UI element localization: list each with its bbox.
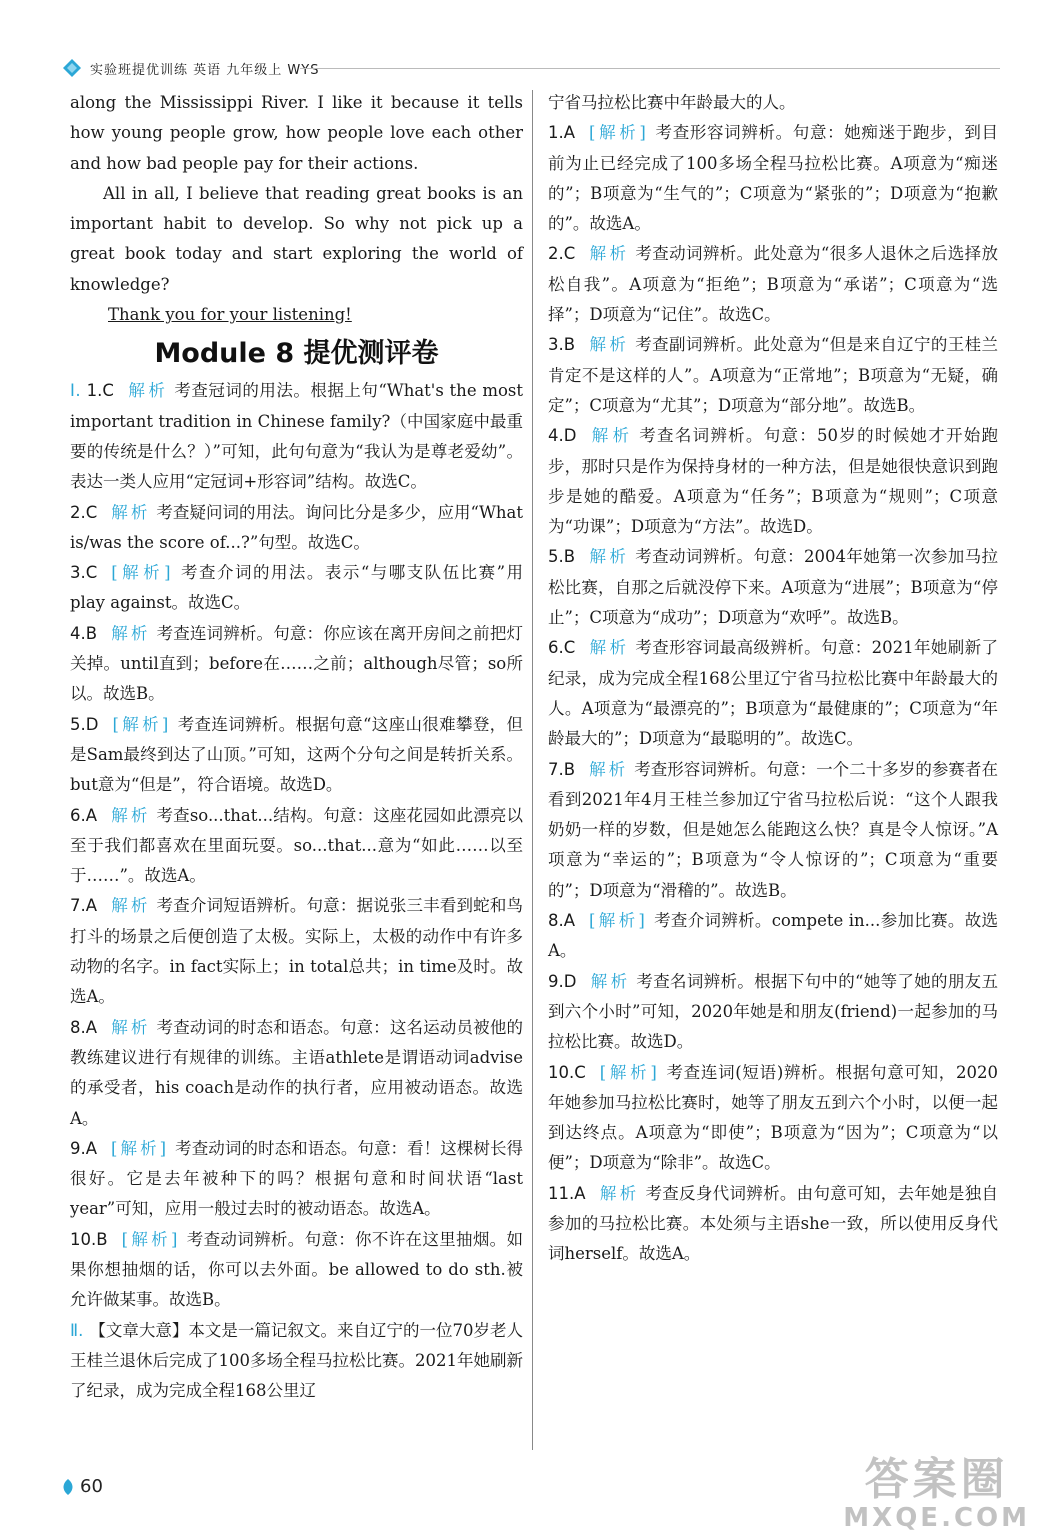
answer-item [548,542,998,633]
answer-number: 9.A [70,1138,98,1158]
essay-paragraph: along the Mississippi River. I like it because it tells how young people grow, how people love each other and how bad people pay for their actions. [70,93,523,173]
answer-text: 考查连词辨析。根据句意“这座山很难攀登，但是Sam最终到达了山顶。”可知，这两个分句之间是转折关系。but意为“但是”，符合语境。故选D。 [70,714,523,795]
page-footer [60,1476,103,1497]
answer-number: 9.D [548,971,577,991]
header-rule [300,68,1000,69]
answer-item [548,906,998,967]
answer-item [548,967,998,1058]
analysis-tag: 解析 [589,638,630,658]
answer-number: 4.D [548,426,577,446]
analysis-tag: 解析 [127,381,169,401]
analysis-tag: 解析 [590,971,631,991]
answer-text: 考查动词辨析。句意：2004年她第一次参加马拉松比赛，自那之后就没停下来。A项意为“进展”；B项意为“停止”；C项意为“成功”；D项意为“欢呼”。故选B。 [548,547,998,628]
diamond-logo-icon [62,58,82,78]
analysis-tag: 解析 [111,623,151,643]
answer-item [70,619,523,710]
summary-text: 【文章大意】本文是一篇记叙文。来自辽宁的一位70岁老人王桂兰退休后完成了100多场全程马拉松比赛。2021年她刷新了纪录，成为完成全程168公里辽 [70,1320,523,1401]
answer-item [70,891,523,1012]
answer-text: 考查so...that...结构。句意：这座花园如此漂亮以至于我们都喜欢在里面玩耍。so...that...意为“如此……以至于……”。故选A。 [70,805,524,886]
section-number: Ⅱ. [70,1320,84,1340]
answer-item [70,710,523,801]
answer-text: 考查动词辨析。此处意为“很多人退休之后选择放松自我”。A项意为“拒绝”；B项意为“承诺”；C项意为“选择”；D项意为“记住”。故选C。 [548,244,999,325]
essay-paragraph: All in all, I believe that reading great books is an important habit to develop. So why not pick up a great book today and start exploring the world of knowledge? [70,183,523,294]
answer-number: 1.C [86,381,114,401]
analysis-tag: [解析] [589,911,648,931]
answer-text: 考查形容词最高级辨析。句意：2021年她刷新了纪录，成为完成全程168公里辽宁省马拉松比赛中年龄最大的人。A项意为“最漂亮的”；B项意为“最健康的”；C项意为“年龄最大的”；D项意为“最聪明的”。故选C。 [548,638,998,749]
analysis-tag: 解析 [590,426,634,446]
answer-item [548,633,998,754]
answer-number: 8.A [548,911,576,931]
analysis-tag: [解析] [589,123,649,143]
analysis-tag: 解析 [589,547,630,567]
answer-number: 2.C [548,244,576,264]
answer-item [70,498,523,559]
answer-text: 考查动词辨析。句意：你不许在这里抽烟。如果你想抽烟的话，你可以去外面。be allowed to do sth.被允许做某事。故选B。 [70,1229,524,1310]
summary-paragraph [70,1316,523,1407]
watermark-url: MXQE.COM [843,1503,1030,1533]
leaf-icon [60,1478,76,1496]
right-column [548,88,998,1270]
answer-text: 考查连词(短语)辨析。根据句意可知，2020年她参加马拉松比赛时，她等了朋友五到六个小时，以便一起到达终点。A项意为“即使”；B项意为“因为”；C项意为“以便”；D项意为“除非”。故选C。 [548,1062,999,1173]
analysis-tag: 解析 [589,244,630,264]
answer-number: 10.B [70,1229,108,1249]
answer-item [70,376,523,497]
answer-item [548,118,998,239]
section-number: Ⅰ. [70,381,81,401]
answer-item [548,1179,998,1270]
thanks-line: Thank you for your listening! [108,305,352,325]
answer-number: 3.B [548,335,576,355]
answer-number: 5.B [548,547,576,567]
analysis-tag: 解析 [111,896,151,916]
answer-text: 考查副词辨析。此处意为“但是来自辽宁的王桂兰肯定不是这样的人”。A项意为“正常地”；B项意为“无疑，确定”；C项意为“尤其”；D项意为“部分地”。故选B。 [548,335,998,415]
analysis-tag: [解析] [111,1138,170,1158]
answer-text: 考查疑问词的用法。询问比分是多少，应用“What is/was the score of...?”句型。故选C。 [70,502,523,552]
answer-text: 考查形容词辨析。句意：她痴迷于跑步，到目前为止已经完成了100多场全程马拉松比赛。A项意为“痴迷的”；B项意为“生气的”；C项意为“紧张的”；D项意为“抱歉的”。故选A。 [548,123,998,234]
column-divider [532,90,533,1450]
analysis-tag: [解析] [599,1062,660,1082]
watermark-text: 答案圈 [864,1454,1009,1505]
answer-text: 考查动词的时态和语态。句意：看！这棵树长得很好。它是去年被种下的吗？根据句意和时间状语“last year”可知，应用一般过去时的被动语态。故选A。 [70,1138,524,1219]
answer-number: 5.D [70,714,99,734]
answer-text: 考查名词辨析。句意：50岁的时候她才开始跑步，那时只是作为保持身材的一种方法，但是她很快意识到跑步是她的酷爱。A项意为“任务”；B项意为“规则”；C项意为“功课”；D项意为“方法”。故选D。 [548,426,998,537]
answer-number: 11.A [548,1183,586,1203]
answer-text: 考查动词的时态和语态。句意：这名运动员被他的教练建议进行有规律的训练。主语athlete是谓语动词advise的承受者，his coach是动作的执行者，应用被动语态。故选A。 [70,1017,524,1128]
answer-text: 考查反身代词辨析。由句意可知，去年她是独自参加的马拉松比赛。本处须与主语she一致，所以使用反身代词herself。故选A。 [548,1183,999,1264]
header-title: 实验班提优训练 英语 九年级上 WYS [90,62,320,78]
left-column [70,88,523,1406]
analysis-tag: [解析] [112,714,172,734]
answer-number: 7.A [70,896,98,916]
page-number: 60 [80,1476,103,1497]
answer-text: 考查介词辨析。compete in...参加比赛。故选A。 [548,911,999,961]
analysis-tag: 解析 [111,805,151,825]
answer-text: 考查介词的用法。表示“与哪支队伍比赛”用play against。故选C。 [70,563,524,613]
analysis-tag: 解析 [589,759,629,779]
answer-item [548,755,998,906]
answer-text: 考查名词辨析。根据下句中的“她等了她的朋友五到六个小时”可知，2020年她是和朋友(friend)一起参加的马拉松比赛。故选D。 [548,971,998,1052]
analysis-tag: [解析] [121,1229,181,1249]
analysis-tag: 解析 [111,1017,151,1037]
answer-text: 考查介词短语辨析。句意：据说张三丰看到蛇和鸟打斗的场景之后便创造了太极。实际上，太极的动作中有许多动物的名字。in fact实际上；in total总共；in time及时。故选A。 [70,896,524,1007]
answer-item [548,421,998,542]
analysis-tag: 解析 [599,1183,640,1203]
answer-text: 考查形容词辨析。句意：一个二十多岁的参赛者在看到2021年4月王桂兰参加辽宁省马拉松后说：“这个人跟我奶奶一样的岁数，但是她怎么能跑这么快？真是令人惊讶。”A项意为“幸运的”；B项意为“令人惊讶的”；C项意为“重要的”；D项意为“滑稽的”。故选B。 [548,759,999,900]
answer-number: 10.C [548,1062,586,1082]
answer-item [70,1013,523,1134]
answer-number: 2.C [70,502,98,522]
answer-item [548,330,998,421]
answer-item [70,1225,523,1316]
answer-item [70,801,523,892]
answer-item [548,239,998,330]
answer-number: 7.B [548,759,576,779]
analysis-tag: 解析 [111,502,151,522]
answer-text: 考查冠词的用法。根据上句“What's the most important tradition in Chinese family?（中国家庭中最重要的传统是什么？）”可知，此句句意为“我认为是尊老爱幼”。表达一类人应用“定冠词+形容词”结构。故选C。 [70,381,523,492]
analysis-tag: 解析 [589,335,630,355]
answer-number: 6.A [70,805,98,825]
answer-text: 考查连词辨析。句意：你应该在离开房间之前把灯关掉。until直到；before在……之前；although尽管；so所以。故选B。 [70,623,524,704]
answer-number: 1.A [548,123,576,143]
summary-continuation: 宁省马拉松比赛中年龄最大的人。 [548,93,796,112]
answer-number: 4.B [70,623,98,643]
analysis-tag: [解析] [111,563,174,583]
watermark [843,1456,1030,1532]
module-title: Module 8 提优测评卷 [154,338,439,370]
answer-item [70,1134,523,1225]
answer-number: 8.A [70,1017,98,1037]
answer-number: 3.C [70,563,98,583]
answer-item [70,558,523,619]
answer-item [548,1058,998,1179]
answer-number: 6.C [548,638,576,658]
